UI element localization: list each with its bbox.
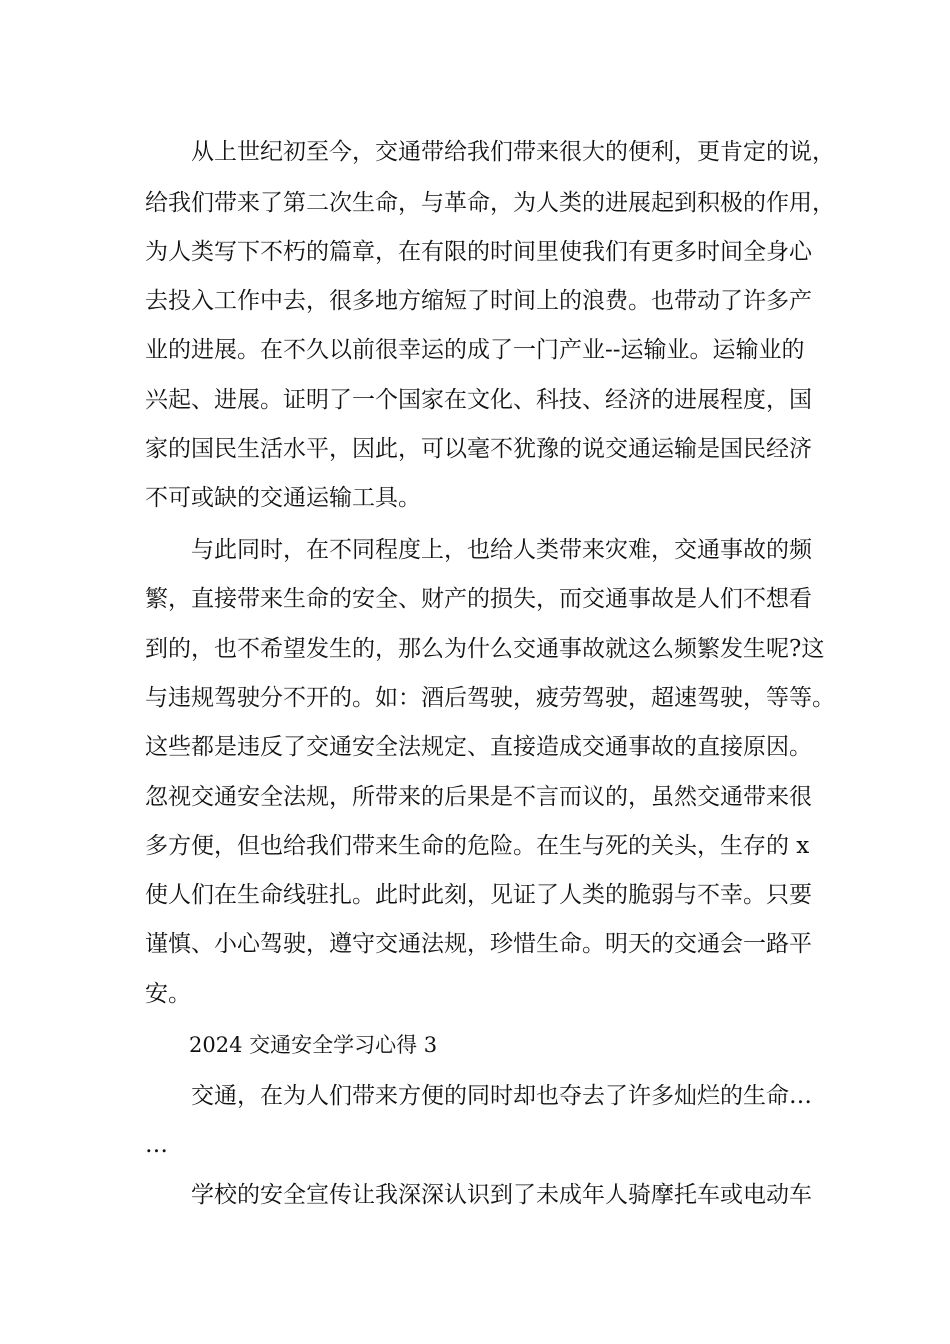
paragraph-line: 为人类写下不朽的篇章，在有限的时间里使我们有更多时间全身心 [145, 239, 812, 265]
paragraph-line: 不可或缺的交通运输工具。 [145, 485, 421, 511]
paragraph-line: 给我们带来了第二次生命，与革命，为人类的进展起到积极的作用， [145, 190, 835, 216]
paragraph-line: 学校的安全宣传让我深深认识到了未成年人骑摩托车或电动车 [191, 1182, 812, 1208]
paragraph-line: 家的国民生活水平，因此，可以毫不犹豫的说交通运输是国民经济 [145, 436, 812, 462]
paragraph-line: 从上世纪初至今，交通带给我们带来很大的便利，更肯定的说， [191, 139, 835, 165]
paragraph-line: 繁，直接带来生命的安全、财产的损失，而交通事故是人们不想看 [145, 586, 812, 612]
paragraph-line: 去投入工作中去，很多地方缩短了时间上的浪费。也带动了许多产 [145, 288, 812, 314]
paragraph-line: 与此同时，在不同程度上，也给人类带来灾难，交通事故的频 [191, 537, 812, 563]
paragraph-line: 安。 [145, 981, 191, 1007]
paragraph-line: 谨慎、小心驾驶，遵守交通法规，珍惜生命。明天的交通会一路平 [145, 931, 812, 957]
paragraph-line: 忽视交通安全法规，所带来的后果是不言而议的，虽然交通带来很 [145, 784, 812, 810]
paragraph-line: 到的，也不希望发生的，那么为什么交通事故就这么频繁发生呢?这 [145, 636, 825, 662]
section-heading: 2024 交通安全学习心得 3 [189, 1033, 438, 1057]
paragraph-line: 多方便，但也给我们带来生命的危险。在生与死的关头，生存的 x [145, 833, 810, 859]
paragraph-line: 业的进展。在不久以前很幸运的成了一门产业--运输业。运输业的 [145, 337, 805, 363]
paragraph-line: 与违规驾驶分不开的。如：酒后驾驶，疲劳驾驶，超速驾驶，等等。 [145, 685, 835, 711]
paragraph-line: 使人们在生命线驻扎。此时此刻，见证了人类的脆弱与不幸。只要 [145, 882, 812, 908]
paragraph-line: 交通，在为人们带来方便的同时却也夺去了许多灿烂的生命… [191, 1083, 812, 1109]
paragraph-line: … [145, 1132, 168, 1158]
paragraph-line: 兴起、进展。证明了一个国家在文化、科技、经济的进展程度，国 [145, 387, 812, 413]
paragraph-line: 这些都是违反了交通安全法规定、直接造成交通事故的直接原因。 [145, 734, 812, 760]
